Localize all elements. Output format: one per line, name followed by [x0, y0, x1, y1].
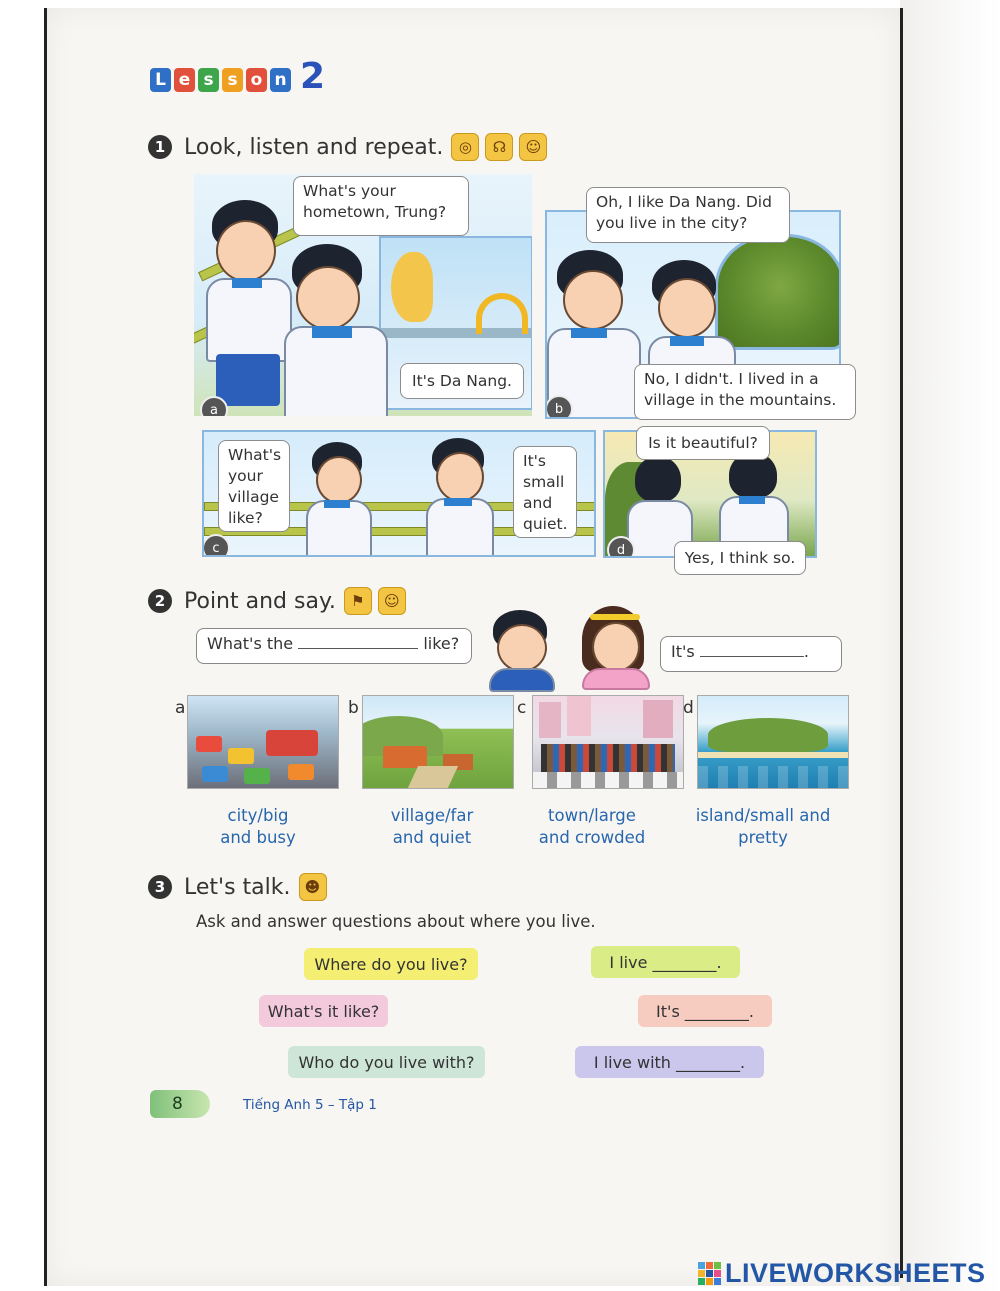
section-2-heading — [148, 587, 406, 615]
page-border-left — [44, 8, 47, 1286]
lesson-letter: L — [150, 68, 171, 92]
section-number: 1 — [148, 135, 172, 159]
pointing-flag-icon: ⚑ — [344, 587, 372, 615]
speech-bubble: What's your hometown, Trung? — [293, 176, 469, 236]
lesson-letter: o — [246, 68, 267, 92]
caption-line: and quiet — [392, 828, 472, 847]
section-instruction: Ask and answer questions about where you live. — [196, 912, 596, 931]
panel-tag: b — [545, 395, 573, 419]
section-title: Look, listen and repeat. — [184, 134, 444, 160]
caption-line: and crowded — [538, 828, 646, 847]
town-picture — [532, 695, 684, 789]
caption-line: town/large — [548, 806, 636, 825]
question-text-start: What's the — [207, 634, 294, 653]
section-number: 2 — [148, 589, 172, 613]
speech-icon: ☺ — [378, 587, 406, 615]
picture-caption — [362, 805, 502, 849]
section-3-heading — [148, 873, 327, 901]
caption-line: and busy — [220, 828, 296, 847]
picture-label: b — [348, 698, 359, 718]
village-picture — [362, 695, 514, 789]
speech-bubble: Yes, I think so. — [674, 541, 806, 575]
section-number: 3 — [148, 875, 172, 899]
lesson-letter: n — [270, 68, 291, 92]
speech-bubble: Is it beautiful? — [636, 426, 770, 460]
answer-bubble — [660, 636, 842, 672]
lesson-letter: s — [222, 68, 243, 92]
talking-kids-icon: ☻ — [299, 873, 327, 901]
page-border-right — [900, 8, 903, 1278]
book-title: Tiếng Anh 5 – Tập 1 — [243, 1097, 377, 1113]
logo-grid-icon — [698, 1262, 721, 1285]
lesson-heading — [150, 56, 326, 97]
panel-tag: c — [202, 534, 230, 557]
speech-bubble: Oh, I like Da Nang. Did you live in the city? — [586, 187, 790, 243]
headphones-icon: ☊ — [485, 133, 513, 161]
page-margin-right — [900, 0, 1000, 1291]
page-number: 8 — [172, 1094, 183, 1114]
answer-blank — [700, 656, 804, 657]
speaking-icon: ☺ — [519, 133, 547, 161]
answer-bubble: It's ________. — [638, 995, 772, 1027]
caption-line: village/far — [390, 806, 474, 825]
mountain-village-picture — [715, 234, 841, 350]
picture-caption — [528, 805, 656, 849]
question-bubble: Who do you live with? — [288, 1046, 485, 1078]
question-bubble: What's it like? — [259, 995, 388, 1027]
answer-bubble: I live ________. — [591, 946, 740, 978]
speech-bubble: What's your village like? — [218, 440, 290, 532]
speech-bubble: It's small and quiet. — [513, 446, 577, 538]
city-picture — [187, 695, 339, 789]
section-title: Point and say. — [184, 588, 336, 614]
picture-caption — [188, 805, 328, 849]
panel-tag: a — [200, 396, 228, 418]
island-picture — [697, 695, 849, 789]
caption-line: island/small and — [695, 806, 831, 825]
lesson-letter: s — [198, 68, 219, 92]
speech-bubble: No, I didn't. I lived in a village in the mountains. — [634, 364, 856, 420]
answer-bubble: I live with ________. — [575, 1046, 764, 1078]
lesson-letter: e — [174, 68, 195, 92]
picture-label: d — [683, 698, 694, 718]
liveworksheets-logo — [698, 1258, 986, 1289]
lesson-number: 2 — [300, 56, 326, 97]
answer-text-start: It's — [671, 642, 695, 661]
section-1-heading — [148, 133, 547, 161]
panel-tag: d — [607, 536, 635, 558]
caption-line: pretty — [738, 828, 788, 847]
question-bubble — [196, 628, 472, 664]
answer-text-end: . — [803, 642, 809, 661]
answer-blank — [298, 648, 418, 649]
picture-caption — [688, 805, 838, 849]
picture-label: a — [175, 698, 186, 718]
caption-line: city/big — [227, 806, 289, 825]
section-title: Let's talk. — [184, 874, 291, 900]
speech-bubble: It's Da Nang. — [400, 363, 524, 399]
logo-text: LIVEWORKSHEETS — [725, 1258, 986, 1288]
picture-label: c — [517, 698, 527, 718]
question-text-end: like? — [423, 634, 460, 653]
question-bubble: Where do you live? — [304, 948, 478, 980]
eyes-icon: ◎ — [451, 133, 479, 161]
